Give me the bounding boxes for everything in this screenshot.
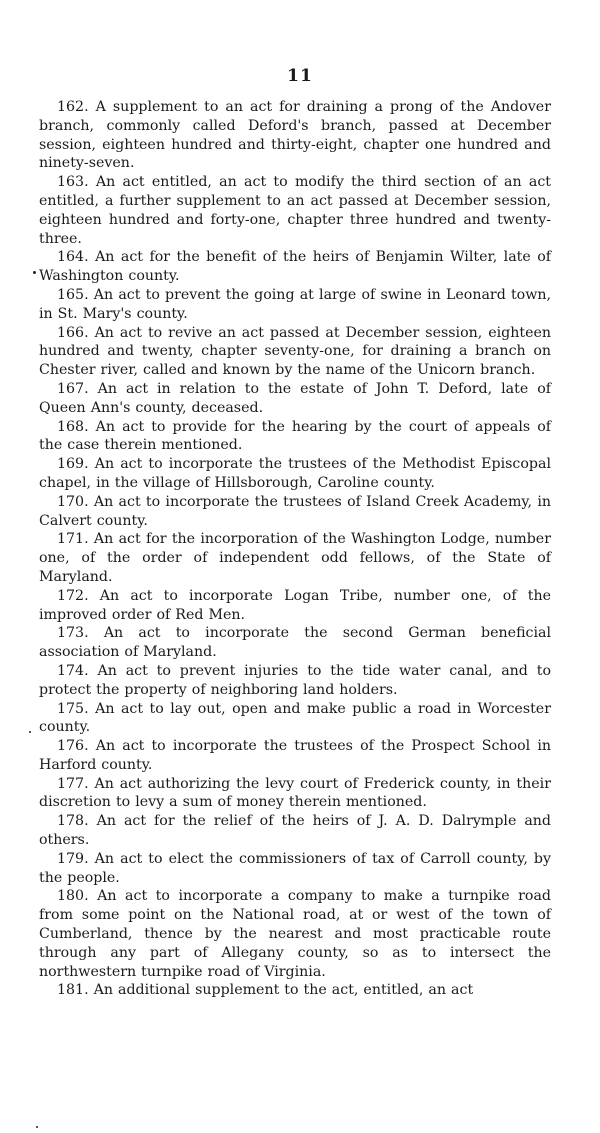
list-item xyxy=(39,493,551,531)
list-item xyxy=(39,286,551,324)
entry-text: An act to provide for the hearing by the court of appeals of the case therein mentioned. xyxy=(39,418,551,454)
list-item xyxy=(39,173,551,248)
entry-text: An act to lay out, open and make public a road in Worcester county. xyxy=(39,700,551,736)
entry-number: 165. xyxy=(57,286,89,303)
entry-number: 176. xyxy=(57,738,89,755)
entry-text: An act to revive an act passed at December session, eighteen hundred and twenty, chapter seventy-one, for draining a branch on Chester river, called and known by the name of the Unicorn branch. xyxy=(39,324,551,379)
ink-speck xyxy=(29,731,31,733)
entry-text: An act to elect the commissioners of tax of Carroll county, by the people. xyxy=(39,850,551,886)
entry-text: An act to incorporate the trustees of Island Creek Academy, in Calvert county. xyxy=(39,493,551,529)
entry-text: An act for the relief of the heirs of J. A. D. Dalrymple and others. xyxy=(39,813,551,849)
entry-text: An act to incorporate Logan Tribe, number one, of the improved order of Red Men. xyxy=(39,587,551,623)
entry-text: A supplement to an act for draining a prong of the Andover branch, commonly called Deford's branch, passed at December session, eighteen hundred and thirty-eight, chapter one hundred and ninety-seven. xyxy=(39,99,551,172)
list-item xyxy=(39,455,551,493)
entry-number: 173. xyxy=(57,625,89,642)
entry-text: An act entitled, an act to modify the third section of an act entitled, a further supplement to an act passed at December session, eighteen hundred and forty-one, chapter three hundred and twenty-three. xyxy=(39,174,551,247)
entry-text: An act to incorporate a company to make a turnpike road from some point on the National road, at or west of the town of Cumberland, thence by the nearest and most practicable route through any part of Allegany county, so as to intersect the northwestern turnpike road of Virginia. xyxy=(39,888,551,980)
list-item xyxy=(39,662,551,700)
entry-number: 168. xyxy=(57,418,89,435)
entry-text: An act to prevent the going at large of swine in Leonard town, in St. Mary's county. xyxy=(39,286,551,322)
ink-speck xyxy=(36,1126,38,1128)
entry-number: 170. xyxy=(57,493,89,510)
entry-number: 179. xyxy=(57,850,89,867)
list-item xyxy=(39,887,551,981)
entry-number: 181. xyxy=(57,982,89,999)
acts-list xyxy=(39,98,551,1000)
list-item xyxy=(39,418,551,456)
entry-number: 167. xyxy=(57,380,89,397)
entry-number: 169. xyxy=(57,456,89,473)
entry-number: 163. xyxy=(57,174,89,191)
entry-text: An act to incorporate the second German beneficial association of Maryland. xyxy=(39,625,552,661)
list-item xyxy=(39,98,551,173)
entry-number: 178. xyxy=(57,813,89,830)
entry-number: 162. xyxy=(57,99,89,115)
list-item xyxy=(39,700,551,738)
ink-speck xyxy=(33,271,36,274)
list-item xyxy=(39,530,551,586)
entry-text: An act to prevent injuries to the tide water canal, and to protect the property of neighboring land holders. xyxy=(39,662,551,698)
entry-number: 180. xyxy=(57,888,89,905)
entry-text: An act for the incorporation of the Washington Lodge, number one, of the order of independent odd fellows, of the State of Maryland. xyxy=(39,531,551,585)
entry-number: 174. xyxy=(57,662,89,679)
entry-number: 172. xyxy=(57,587,89,604)
entry-text: An act to incorporate the trustees of the Methodist Episcopal chapel, in the village of Hillsborough, Caroline county. xyxy=(39,456,551,491)
list-item xyxy=(39,380,551,418)
entry-text: An act to incorporate the trustees of the Prospect School in Harford county. xyxy=(39,738,551,773)
list-item xyxy=(39,981,551,1000)
entry-number: 175. xyxy=(57,700,89,717)
list-item xyxy=(39,812,551,850)
page-number: 11 xyxy=(287,66,313,86)
list-item xyxy=(39,624,551,662)
list-item xyxy=(39,737,551,775)
entry-number: 164. xyxy=(57,249,89,266)
entry-number: 171. xyxy=(57,531,89,548)
list-item xyxy=(39,775,551,813)
entry-text: An additional supplement to the act, entitled, an act xyxy=(93,982,474,999)
entry-text: An act for the benefit of the heirs of Benjamin Wilter, late of Washington county. xyxy=(39,249,551,285)
entry-text: An act in relation to the estate of John T. Deford, late of Queen Ann's county, deceased. xyxy=(39,380,551,416)
entry-number: 177. xyxy=(57,775,89,792)
entry-text: An act authorizing the levy court of Frederick county, in their discretion to levy a sum of money therein mentioned. xyxy=(39,775,551,811)
list-item xyxy=(39,850,551,888)
list-item xyxy=(39,248,551,286)
entry-number: 166. xyxy=(57,324,89,341)
list-item xyxy=(39,324,551,380)
list-item xyxy=(39,587,551,625)
